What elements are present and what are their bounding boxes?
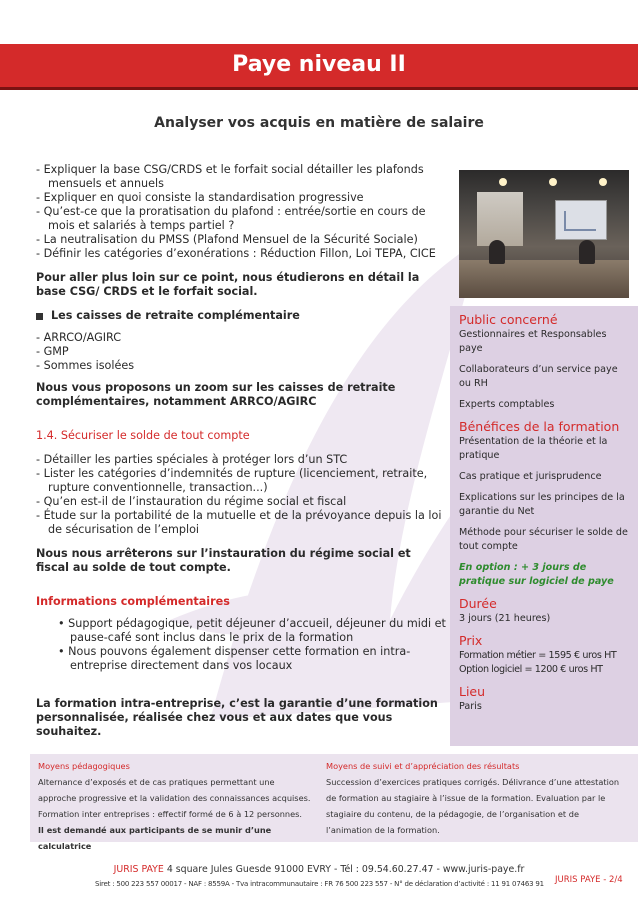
public-heading: Public concerné	[459, 312, 558, 327]
sidebar-item: Collaborateurs d’un service paye ou RH	[459, 364, 618, 389]
ceiling-lamp	[599, 178, 607, 186]
list-item: - Qu’en est-il de l’instauration du régime social et fiscal	[36, 495, 446, 509]
section-heading: 1.4. Sécuriser le solde de tout compte	[36, 429, 250, 442]
ceiling-lamp	[499, 178, 507, 186]
attendee-silhouette	[489, 240, 505, 264]
list-item: - Sommes isolées	[36, 359, 446, 373]
sidebar-item: Cas pratique et jurisprudence	[459, 471, 602, 482]
prix-heading: Prix	[459, 633, 483, 648]
suivi-text: Succession d’exercices pratiques corrigés. Délivrance d’une attestation de formation au stagiaire à l’issue de la formation. Evaluation par le stagiaire du contenu, de la pédagogie, de l’organisation et de l’animation de la formation.	[326, 777, 620, 835]
footer-address	[0, 864, 638, 875]
prix-logiciel: Option logiciel = 1200 € uros HT	[459, 664, 603, 675]
list-item: • Support pédagogique, petit déjeuner d’accueil, déjeuner du midi et pause-café sont inclus dans le prix de la formation	[58, 617, 446, 645]
list-item: - ARRCO/AGIRC	[36, 331, 446, 345]
ceiling-lamp	[549, 178, 557, 186]
footer-legal: Siret : 500 223 557 00017 - NAF : 8559A - Tva intracommunautaire : FR 76 500 223 557 - N° de déclaration d’activité : 11 91 07463 91	[95, 880, 544, 888]
list-item: - Détailler les parties spéciales à protéger lors d’un STC	[36, 453, 446, 467]
attendee-silhouette	[579, 240, 595, 264]
list-item: - Qu’est-ce que la proratisation du plafond : entrée/sortie en cours de mois et salariés à temps partiel ?	[36, 205, 446, 233]
projection-screen	[555, 200, 607, 240]
list-item: - Expliquer la base CSG/CRDS et le forfait social détailler les plafonds mensuels et annuels	[36, 163, 446, 191]
note-arrco: Nous vous proposons un zoom sur les caisses de retraite complémentaires, notamment ARRCO/AGIRC	[36, 381, 396, 408]
suivi-column	[326, 758, 626, 838]
sidebar-item: Experts comptables	[459, 399, 555, 410]
moyens-heading: Moyens pédagogiques	[38, 761, 130, 771]
objectives-list	[36, 163, 446, 261]
note-csg: Pour aller plus loin sur ce point, nous étudierons en détail la base CSG/ CRDS et le forfait social.	[36, 271, 420, 298]
list-item: - La neutralisation du PMSS (Plafond Mensuel de la Sécurité Sociale)	[36, 233, 446, 247]
footer-address-text: 4 square Jules Guesde 91000 EVRY - Tél : 09.54.60.27.47 - www.juris-paye.fr	[166, 864, 525, 875]
closing-statement: La formation intra-entreprise, c’est la garantie d’une formation personnalisée, réalisée chez vous et aux dates que vous souhaitez.	[36, 697, 438, 738]
list-item: - GMP	[36, 345, 446, 359]
lieu-heading: Lieu	[459, 684, 486, 699]
caisses-heading	[36, 309, 446, 323]
duree-heading: Durée	[459, 596, 497, 611]
sidebar-item: Explications sur les principes de la garantie du Net	[459, 492, 625, 517]
main-content	[36, 163, 446, 739]
moyens-column	[38, 758, 313, 854]
conference-table	[459, 260, 629, 298]
list-item: • Nous pouvons également dispenser cette formation en intra-entreprise directement dans vos locaux	[58, 645, 446, 673]
info-heading: Informations complémentaires	[36, 595, 230, 608]
footer-brand: JURIS PAYE	[113, 864, 164, 875]
note-solde: Nous nous arrêterons sur l’instauration du régime social et fiscal au solde de tout compte.	[36, 547, 411, 574]
page-title: Paye niveau II	[232, 52, 406, 77]
window-shape	[477, 192, 523, 246]
sidebar-item: Méthode pour sécuriser le solde de tout compte	[459, 527, 628, 552]
square-bullet-icon	[36, 313, 43, 320]
moyens-bold: Il est demandé aux participants de se munir d’une calculatrice	[38, 825, 272, 851]
sidebar-item: Gestionnaires et Responsables paye	[459, 329, 607, 354]
moyens-text: Alternance d’exposés et de cas pratiques permettant une approche progressive et la validation des connaissances acquises. Formation inter entreprises : effectif formé de 6 à 12 personnes.	[38, 777, 311, 819]
caisses-heading-label: Les caisses de retraite complémentaire	[51, 309, 300, 322]
prix-metier: Formation métier = 1595 € uros HT	[459, 650, 617, 661]
info-list	[58, 617, 446, 673]
benefits-heading: Bénéfices de la formation	[459, 419, 620, 434]
list-item: - Définir les catégories d’exonérations : Réduction Fillon, Loi TEPA, CICE	[36, 247, 446, 261]
sidebar-item: Présentation de la théorie et la pratique	[459, 436, 608, 461]
list-item: - Lister les catégories d’indemnités de rupture (licenciement, retraite, rupture conventionnelle, transaction...)	[36, 467, 446, 495]
page-number: JURIS PAYE - 2/4	[555, 875, 623, 885]
training-room-photo	[459, 170, 629, 298]
lieu-value: Paris	[459, 701, 482, 712]
list-item: - Expliquer en quoi consiste la standardisation progressive	[36, 191, 446, 205]
option-note: En option : + 3 jours de pratique sur logiciel de paye	[459, 562, 614, 587]
sidebar-content	[459, 312, 629, 721]
page-subtitle: Analyser vos acquis en matière de salaire	[154, 115, 484, 131]
duree-value: 3 jours (21 heures)	[459, 613, 551, 624]
list-item: - Étude sur la portabilité de la mutuelle et de la prévoyance depuis la loi de sécurisation de l’emploi	[36, 509, 446, 537]
caisses-list	[36, 331, 446, 373]
solde-list	[36, 453, 446, 537]
suivi-heading: Moyens de suivi et d’appréciation des résultats	[326, 761, 520, 771]
